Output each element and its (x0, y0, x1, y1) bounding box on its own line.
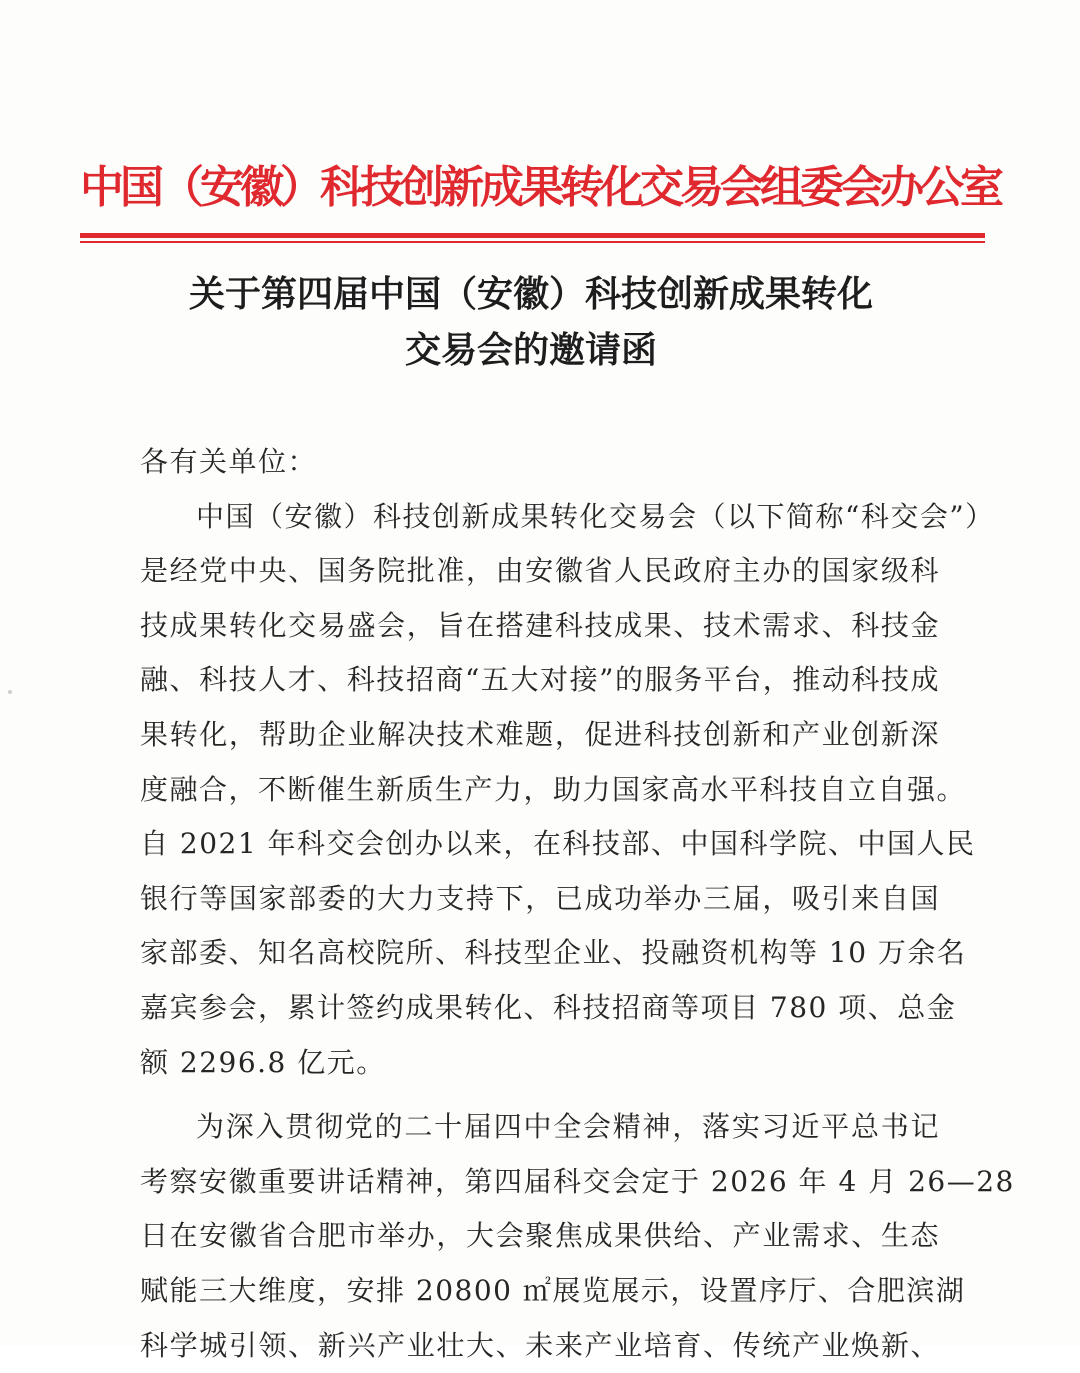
paragraph-1-line: 是经党中央、国务院批准，由安徽省人民政府主办的国家级科 (140, 544, 940, 599)
salutation: 各有关单位： (140, 435, 940, 490)
document-title-line-2: 交易会的邀请函 (100, 324, 962, 378)
paragraph-1-line: 果转化，帮助企业解决技术难题，促进科技创新和产业创新深 (140, 708, 940, 763)
paragraph-2-line: 赋能三大维度，安排 20800 ㎡展览展示，设置序厅、合肥滨湖 (140, 1264, 940, 1319)
paragraph-2-line: 为深入贯彻党的二十届四中全会精神，落实习近平总书记 (140, 1100, 940, 1155)
paragraph-2-line: 日在安徽省合肥市举办，大会聚焦成果供给、产业需求、生态 (140, 1209, 940, 1264)
letterhead-org-name: 中国（安徽）科技创新成果转化交易会组委会办公室 (80, 158, 985, 218)
paragraph-1-line: 技成果转化交易盛会，旨在搭建科技成果、技术需求、科技金 (140, 599, 940, 654)
paragraph-2-line: 科学城引领、新兴产业壮大、未来产业培育、传统产业焕新、 (140, 1319, 940, 1373)
paragraph-2-line: 考察安徽重要讲话精神，第四届科交会定于 2026 年 4 月 26—28 (140, 1155, 940, 1210)
letterhead-red-rule (80, 233, 985, 238)
letter-body (140, 435, 940, 1373)
paragraph-1-line: 嘉宾参会，累计签约成果转化、科技招商等项目 780 项、总金 (140, 981, 940, 1036)
paragraph-1-line: 家部委、知名高校院所、科技型企业、投融资机构等 10 万余名 (140, 926, 940, 981)
document-title (100, 268, 962, 378)
letterhead-red-rule-thin (80, 241, 985, 243)
paragraph-gap (140, 1090, 940, 1100)
scan-speck (8, 690, 12, 694)
paragraph-1-line: 自 2021 年科交会创办以来，在科技部、中国科学院、中国人民 (140, 817, 940, 872)
paragraph-1-line: 银行等国家部委的大力支持下，已成功举办三届，吸引来自国 (140, 872, 940, 927)
document-title-line-1: 关于第四届中国（安徽）科技创新成果转化 (100, 268, 962, 322)
paragraph-1-line: 融、科技人才、科技招商“五大对接”的服务平台，推动科技成 (140, 653, 940, 708)
paragraph-1-last-line: 额 2296.8 亿元。 (140, 1036, 940, 1091)
paragraph-1-line: 度融合，不断催生新质生产力，助力国家高水平科技自立自强。 (140, 763, 940, 818)
paragraph-1-line: 中国（安徽）科技创新成果转化交易会（以下简称“科交会”） (140, 490, 940, 545)
